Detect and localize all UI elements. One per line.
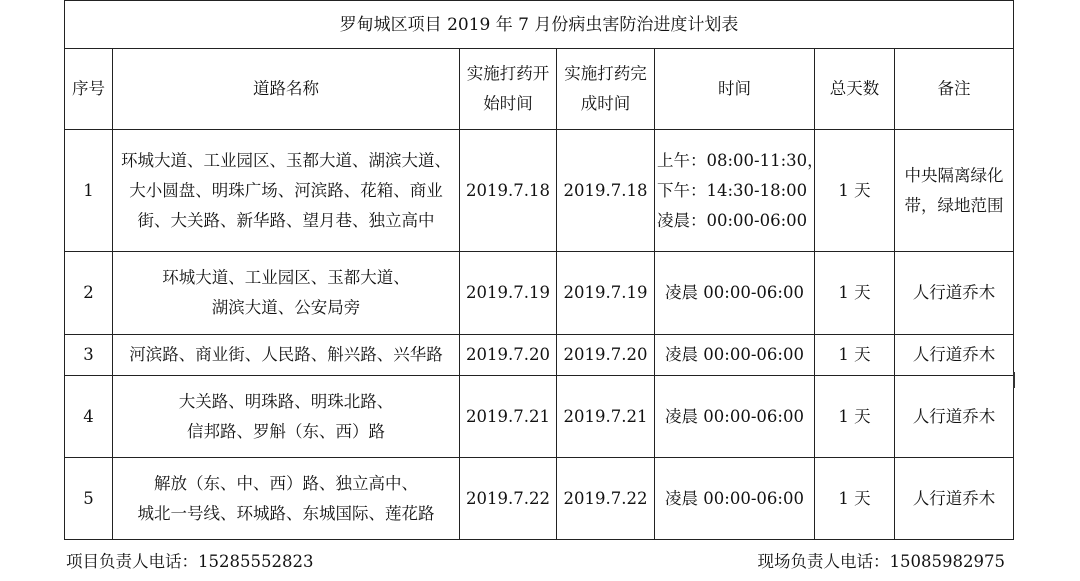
row-time <box>655 335 815 376</box>
row-end-date: 2019.7.19 <box>557 252 655 335</box>
time-line: 上午：08:00-11:30， <box>657 150 824 170</box>
row-index: 1 <box>65 130 113 252</box>
row-days: 1 天 <box>815 335 895 376</box>
row-note: 人行道乔木 <box>895 335 1014 376</box>
row-index: 5 <box>65 458 113 540</box>
schedule-table <box>64 0 1014 540</box>
row-note: 人行道乔木 <box>895 252 1014 335</box>
row-days: 1 天 <box>815 376 895 458</box>
header-start-line: 实施打药开 <box>466 64 550 83</box>
row-start-date: 2019.7.22 <box>460 458 557 540</box>
row-end-date: 2019.7.21 <box>557 376 655 458</box>
text-cursor <box>1013 372 1015 388</box>
table-row <box>65 458 1014 540</box>
row-days: 1 天 <box>815 130 895 252</box>
road-line: 湖滨大道、公安局旁 <box>211 298 361 317</box>
row-start-date: 2019.7.19 <box>460 252 557 335</box>
header-note: 备注 <box>895 49 1014 130</box>
row-days: 1 天 <box>815 458 895 540</box>
note-line: 带，绿地范围 <box>904 195 1004 215</box>
project-manager-phone: 15285552823 <box>198 552 314 571</box>
row-note: 人行道乔木 <box>895 458 1014 540</box>
row-road <box>113 376 460 458</box>
header-index: 序号 <box>65 49 113 130</box>
row-road <box>113 130 460 252</box>
time-line: 凌晨 00:00-06:00 <box>665 345 804 364</box>
row-time <box>655 252 815 335</box>
row-index: 2 <box>65 252 113 335</box>
header-road: 道路名称 <box>113 49 460 130</box>
road-line: 大关路、明珠路、明珠北路、 <box>178 391 394 411</box>
row-end-date: 2019.7.20 <box>557 335 655 376</box>
header-end-line: 成时间 <box>580 94 631 113</box>
row-road <box>113 335 460 376</box>
header-end-line: 实施打药完 <box>564 64 647 83</box>
project-manager-contact <box>66 548 313 572</box>
table-title: 罗甸城区项目 2019 年 7 月份病虫害防治进度计划表 <box>65 1 1014 49</box>
time-line: 凌晨：00:00-06:00 <box>657 210 808 230</box>
row-index: 4 <box>65 376 113 458</box>
road-line: 大小圆盘、明珠广场、河滨路、花箱、商业 <box>129 180 443 200</box>
row-index: 3 <box>65 335 113 376</box>
row-note: 人行道乔木 <box>895 376 1014 458</box>
row-start-date: 2019.7.20 <box>460 335 557 376</box>
footer <box>64 538 1013 581</box>
time-line: 凌晨 00:00-06:00 <box>665 406 804 426</box>
road-line: 环城大道、工业园区、玉都大道、 <box>162 268 410 287</box>
schedule-sheet <box>64 0 1013 581</box>
header-start <box>460 49 557 130</box>
row-road <box>113 252 460 335</box>
header-start-line: 始时间 <box>483 94 533 113</box>
road-line: 环城大道、工业园区、玉都大道、湖滨大道、 <box>121 150 451 170</box>
time-line: 凌晨 00:00-06:00 <box>665 488 804 508</box>
site-manager-contact <box>758 548 1005 572</box>
row-end-date: 2019.7.18 <box>557 130 655 252</box>
row-start-date: 2019.7.21 <box>460 376 557 458</box>
row-road <box>113 458 460 540</box>
header-end <box>557 49 655 130</box>
table-row <box>65 130 1014 252</box>
header-time: 时间 <box>655 49 815 130</box>
road-line: 街、大关路、新华路、望月巷、独立高中 <box>137 210 435 230</box>
time-line: 凌晨 00:00-06:00 <box>665 283 804 302</box>
table-row <box>65 376 1014 458</box>
project-manager-label: 项目负责人电话： <box>66 552 198 571</box>
note-line: 中央隔离绿化 <box>904 165 1004 185</box>
road-line: 信邦路、罗斛（东、西）路 <box>187 421 385 441</box>
header-row <box>65 49 1014 130</box>
row-time <box>655 458 815 540</box>
row-note <box>895 130 1014 252</box>
site-manager-label: 现场负责人电话： <box>757 552 890 571</box>
road-line: 城北一号线、环城路、东城国际、莲花路 <box>137 503 435 523</box>
row-time <box>655 130 824 252</box>
site-manager-phone: 15085982975 <box>889 552 1005 571</box>
road-line: 解放（东、中、西）路、独立高中、 <box>154 473 418 493</box>
row-start-date: 2019.7.18 <box>460 130 557 252</box>
row-days: 1 天 <box>815 252 895 335</box>
table-row <box>65 335 1014 376</box>
time-line: 下午：14:30-18:00 <box>657 180 808 200</box>
table-row <box>65 252 1014 335</box>
row-time <box>655 376 815 458</box>
row-end-date: 2019.7.22 <box>557 458 655 540</box>
header-days: 总天数 <box>815 49 895 130</box>
road-line: 河滨路、商业街、人民路、斛兴路、兴华路 <box>129 345 443 364</box>
